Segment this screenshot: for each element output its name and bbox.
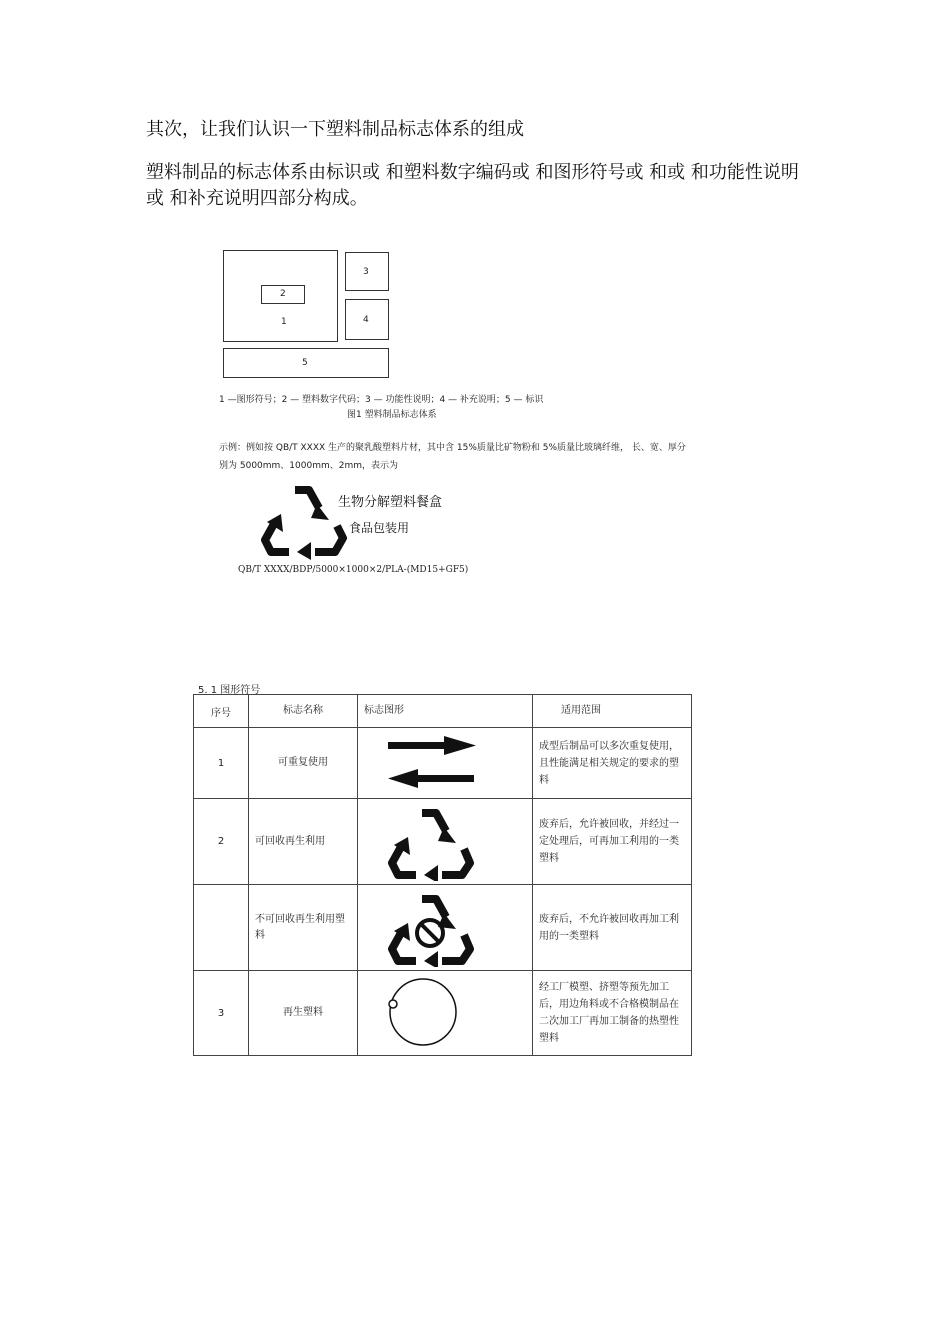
box-identifier	[223, 348, 389, 378]
box-label: 4	[363, 315, 369, 325]
table-row	[194, 799, 692, 885]
box-label: 5	[302, 358, 308, 368]
row-number: 2	[194, 799, 249, 885]
row-description: 成型后制品可以多次重复使用，且性能满足相关规定的要求的塑料	[533, 728, 692, 799]
box-function-note	[345, 252, 389, 291]
table-row	[194, 971, 692, 1056]
example-label-bottom: 食品包装用	[349, 521, 410, 535]
example-code: QB/T XXXX/BDP/5000×1000×2/PLA-(MD15+GF5)	[238, 565, 469, 575]
row-icon-cell	[358, 885, 533, 971]
row-number: 3	[194, 971, 249, 1056]
table-row	[194, 885, 692, 971]
row-icon-cell	[358, 971, 533, 1056]
box-graphic-symbol	[223, 250, 338, 342]
figure-caption: 图1 塑料制品标志体系	[347, 410, 437, 420]
header-cell: 适用范围	[533, 695, 692, 728]
row-name: 再生塑料	[249, 971, 358, 1056]
row-number	[194, 885, 249, 971]
header-cell: 序号	[194, 695, 249, 728]
row-icon-cell	[358, 799, 533, 885]
row-number: 1	[194, 728, 249, 799]
row-name: 不可回收再生利用塑料	[249, 885, 358, 971]
page-heading: 其次，让我们认识一下塑料制品标志体系的组成	[146, 119, 524, 140]
graphic-symbols-table	[193, 694, 692, 1056]
figure-legend: 1 —图形符号；2 — 塑料数字代码；3 — 功能性说明；4 — 补充说明；5 — 标识	[219, 395, 544, 405]
box-label: 1	[281, 317, 287, 327]
row-name: 可重复使用	[249, 728, 358, 799]
table-header-row	[194, 695, 692, 728]
box-label: 2	[280, 289, 286, 299]
recycle-triangle-icon	[358, 799, 533, 881]
example-text-line2: 别为 5000mm、1000mm、2mm，表示为	[219, 461, 398, 471]
row-icon-cell	[358, 728, 533, 799]
box-supplement-note	[345, 299, 389, 340]
row-description: 废弃后，不允许被回收再加工利用的一类塑料	[533, 885, 692, 971]
header-cell: 标志名称	[249, 695, 358, 728]
intro-paragraph: 塑料制品的标志体系由标识或 和塑料数字编码或 和图形符号或 和或 和功能性说明或 和补充说明四部分构成。	[146, 162, 799, 209]
header-cell: 标志图形	[358, 695, 533, 728]
row-description: 废弃后，允许被回收，并经过一定处理后，可再加工利用的一类塑料	[533, 799, 692, 885]
row-description: 经工厂模塑、挤塑等预先加工后，用边角料或不合格模制品在二次加工厂再加工制备的热塑性塑料	[533, 971, 692, 1056]
recycle-triangle-icon	[259, 480, 347, 560]
example-label-top: 生物分解塑料餐盒	[338, 495, 443, 510]
no-recycle-icon	[358, 885, 533, 967]
box-label: 3	[363, 267, 369, 277]
reuse-arrows-icon	[358, 728, 533, 795]
table-row	[194, 728, 692, 799]
box-plastic-code	[261, 285, 305, 304]
example-text-line1: 示例：例如按 QB/T XXXX 生产的聚乳酸塑料片材，其中含 15%质量比矿物粉和 5%质量比玻璃纤维， 长、宽、厚分	[219, 443, 686, 453]
recycled-circle-icon	[358, 971, 533, 1052]
section-title: 5. 1 图形符号	[198, 685, 261, 696]
row-name: 可回收再生利用	[249, 799, 358, 885]
